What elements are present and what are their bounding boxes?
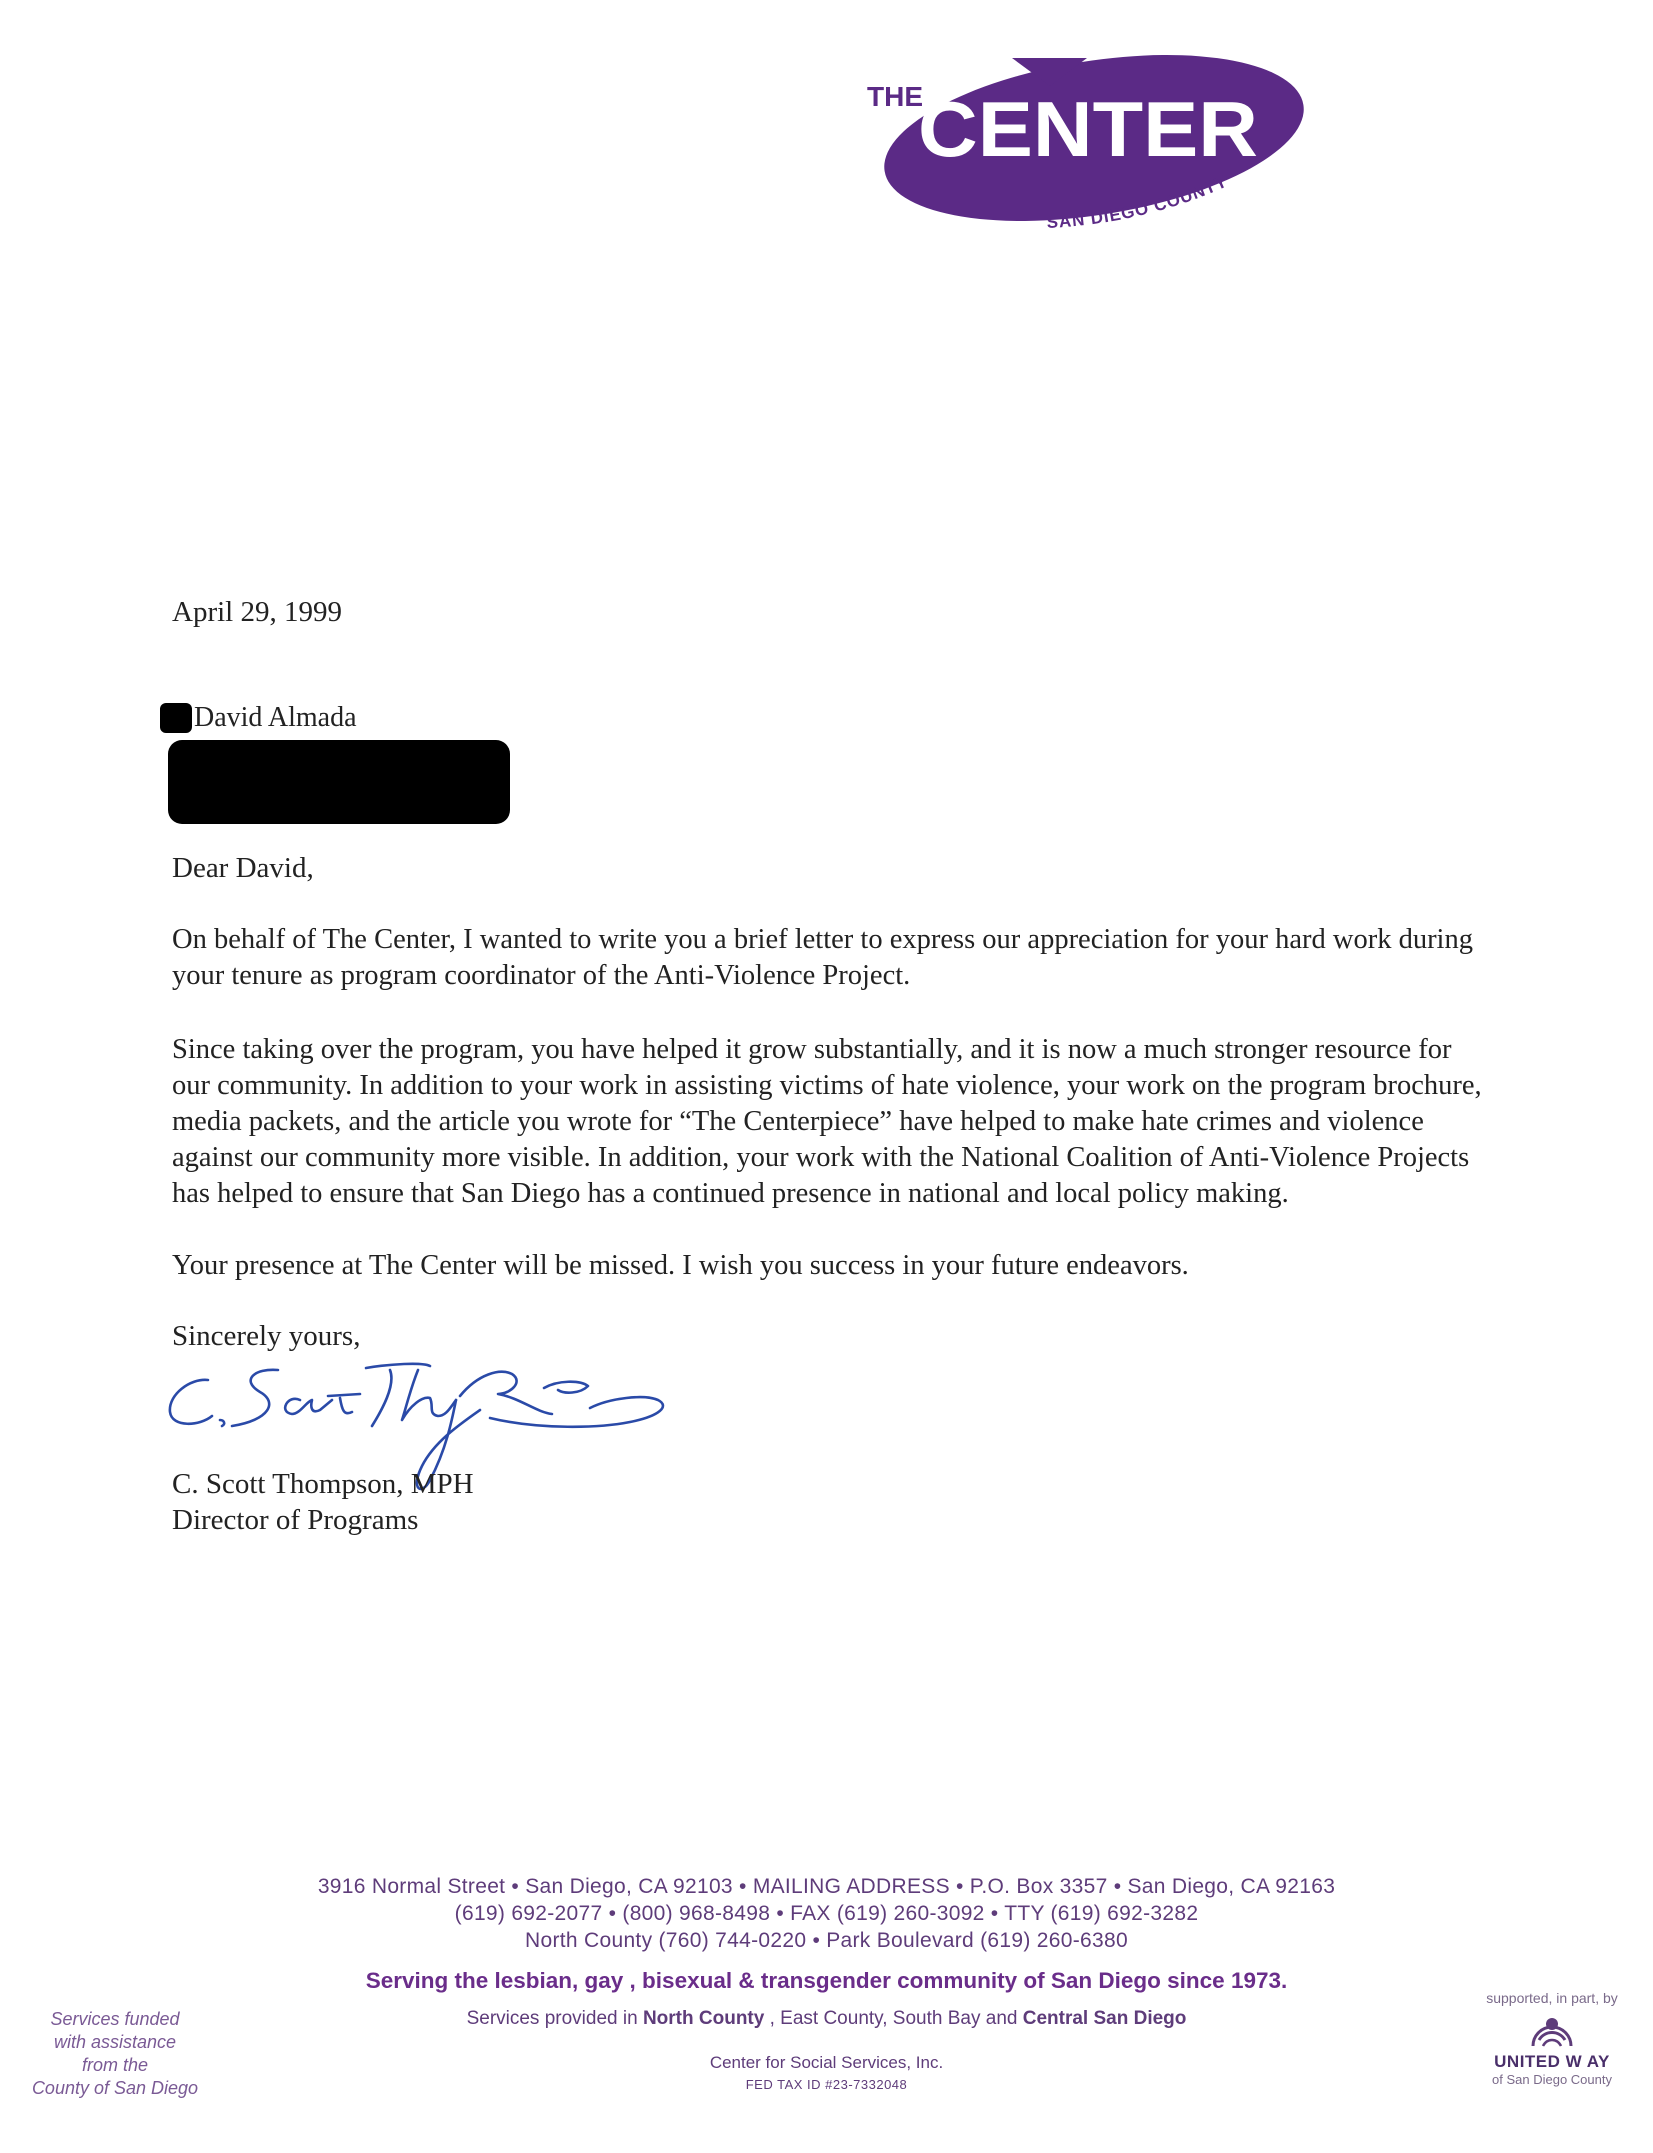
org-name: Center for Social Services, Inc. (709, 2053, 944, 2072)
funded-line-2: with assistance (53, 2032, 177, 2052)
paragraph-1: On behalf of The Center, I wanted to write you a brief letter to express our appreciation for your hard work during your tenure as program coordinator of the Anti-Violence Project. (172, 924, 1473, 991)
tax-id: FED TAX ID #23-7332048 (745, 2077, 908, 2092)
united-way-hand-icon (1529, 2010, 1575, 2050)
services-north-county: North County (642, 2008, 765, 2029)
salutation: Dear David, (172, 852, 314, 884)
signer-block (172, 1466, 474, 1538)
redaction-mark (160, 703, 192, 733)
org-info (0, 2052, 1653, 2096)
services-line (0, 2008, 1653, 2030)
center-logo (862, 38, 1307, 253)
services-middle: , East County, South Bay and (764, 2008, 1023, 2029)
services-prefix: Services provided in (466, 2008, 643, 2029)
united-way-badge (1462, 1990, 1642, 2087)
funded-line-1: Services funded (50, 2009, 180, 2029)
funded-line-4: County of San Diego (31, 2078, 199, 2098)
redacted-address-block (168, 740, 510, 824)
uway-county: of San Diego County (1492, 2072, 1612, 2087)
logo-the-text: THE (867, 81, 923, 112)
signer-title: Director of Programs (172, 1504, 419, 1536)
recipient (160, 702, 357, 734)
closing: Sincerely yours, (172, 1320, 361, 1352)
letter-date: April 29, 1999 (172, 596, 342, 628)
footer-address (0, 1873, 1653, 1954)
signer-name: C. Scott Thompson, MPH (172, 1468, 474, 1500)
logo-county-text: SAN DIEGO COUNTY (1046, 171, 1231, 233)
funded-line-3: from the (81, 2055, 149, 2075)
services-central: Central San Diego (1022, 2008, 1187, 2029)
recipient-name: David Almada (194, 702, 357, 733)
paragraph-2: Since taking over the program, you have helped it grow substantially, and it is now a much stronger resource for our community. In addition to your work in assisting victims of hate violence, your work on the program brochure, media packets, and the article you wrote for “The Centerpiece” have helped to make hate crimes and violence against our community more visible. In addition, your work with the National Coalition of Anti-Violence Projects has helped to ensure that San Diego has a continued presence in national and local policy making. (172, 1034, 1482, 1209)
county-funding-note (20, 2008, 210, 2100)
uway-name: UNITED W AY (1494, 2052, 1610, 2071)
logo-center-text: CENTER (918, 85, 1258, 173)
address-line-1: 3916 Normal Street • San Diego, CA 92103 • MAILING ADDRESS • P.O. Box 3357 • San Diego, CA 92163 (317, 1875, 1336, 1898)
serving-tagline: Serving the lesbian, gay , bisexual & transgender community of San Diego since 1973. (365, 1968, 1288, 1993)
uway-supported-text: supported, in part, by (1486, 1990, 1618, 2006)
center-logo-graphic (862, 38, 1307, 253)
paragraph-3: Your presence at The Center will be missed. I wish you success in your future endeavors. (172, 1250, 1189, 1281)
address-line-3: North County (760) 744-0220 • Park Boulevard (619) 260-6380 (525, 1929, 1128, 1952)
address-line-2: (619) 692-2077 • (800) 968-8498 • FAX (619) 260-3092 • TTY (619) 692-3282 (454, 1902, 1199, 1925)
